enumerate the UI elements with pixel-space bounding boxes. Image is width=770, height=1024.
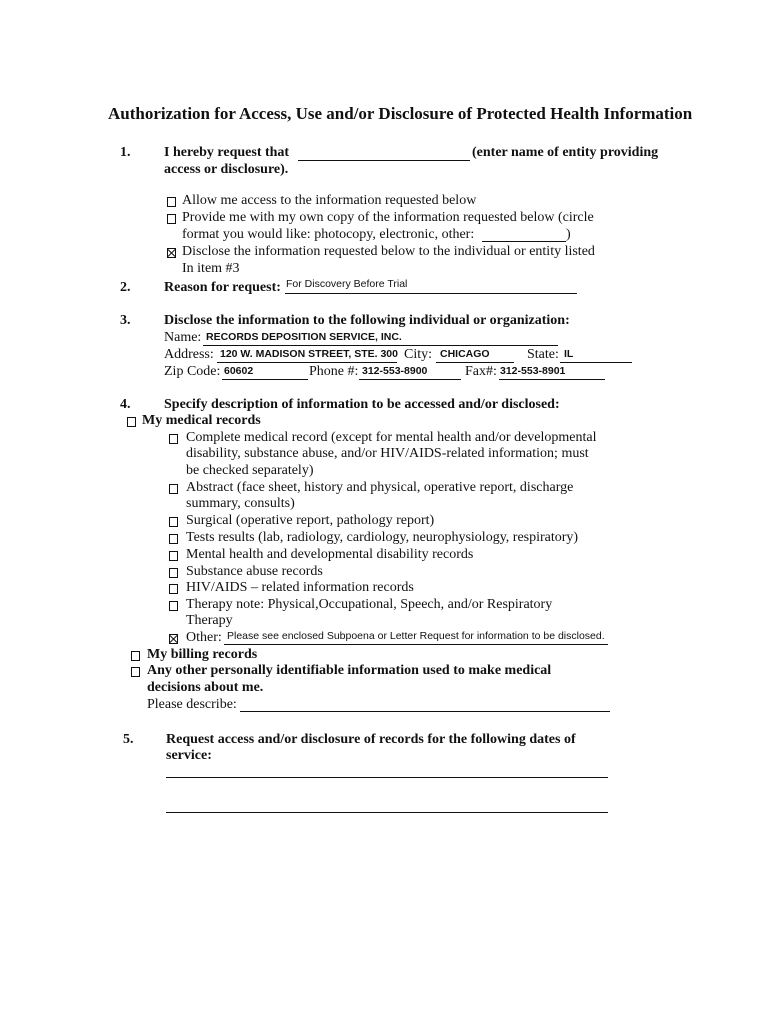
- complete-record-line1: Complete medical record (except for mental health and/or developmental: [186, 430, 597, 445]
- surgical-label: Surgical (operative report, pathology report): [186, 513, 435, 528]
- entity-name-field[interactable]: [298, 160, 470, 161]
- fax-field-line: [499, 379, 605, 380]
- pii-line1: Any other personally identifiable information used to make medical: [147, 663, 552, 678]
- name-value[interactable]: RECORDS DEPOSITION SERVICE, INC.: [206, 331, 402, 343]
- phone-field-line: [359, 379, 461, 380]
- therapy-note-line1: Therapy note: Physical,Occupational, Speech, and/or Respiratory: [186, 597, 553, 612]
- therapy-note-checkbox[interactable]: [169, 601, 178, 611]
- provide-copy-close: ): [566, 227, 571, 242]
- pii-line2: decisions about me.: [147, 680, 264, 695]
- other-checkbox[interactable]: [169, 634, 178, 644]
- fax-label: Fax#:: [465, 364, 497, 379]
- address-value[interactable]: 120 W. MADISON STREET, STE. 300: [220, 348, 398, 360]
- city-label: City:: [404, 347, 433, 362]
- substance-abuse-checkbox[interactable]: [169, 568, 178, 578]
- phone-value[interactable]: 312-553-8900: [362, 365, 428, 377]
- section-3-number: 3.: [120, 313, 131, 328]
- abstract-line2: summary, consults): [186, 496, 295, 511]
- city-field-line: [436, 362, 514, 363]
- describe-field[interactable]: [240, 711, 610, 712]
- substance-abuse-label: Substance abuse records: [186, 564, 323, 579]
- mental-health-label: Mental health and developmental disability records: [186, 547, 474, 562]
- disclose-item-ref: In item #3: [182, 261, 240, 276]
- complete-record-checkbox[interactable]: [169, 434, 178, 444]
- provide-copy-label: Provide me with my own copy of the information requested below (circle: [182, 210, 594, 225]
- other-field-line: [224, 644, 608, 645]
- state-field-line: [560, 362, 632, 363]
- section-1-tail: (enter name of entity providing: [472, 145, 659, 160]
- name-label: Name:: [164, 330, 202, 345]
- address-label: Address:: [164, 347, 214, 362]
- abstract-line1: Abstract (face sheet, history and physical, operative report, discharge: [186, 480, 574, 495]
- tests-checkbox[interactable]: [169, 534, 178, 544]
- section-5-line1: Request access and/or disclosure of records for the following dates of: [166, 732, 576, 747]
- section-5-number: 5.: [123, 732, 134, 747]
- other-value[interactable]: Please see enclosed Subpoena or Letter Request for information to be disclosed.: [227, 630, 605, 642]
- provide-copy-format: format you would like: photocopy, electronic, other:: [182, 227, 475, 242]
- section-5-line2: service:: [166, 748, 212, 763]
- section-1-lead: I hereby request that: [164, 145, 290, 160]
- hiv-aids-checkbox[interactable]: [169, 584, 178, 594]
- reason-field-line: [285, 293, 577, 294]
- dates-field-1[interactable]: [166, 777, 608, 778]
- complete-record-line3: be checked separately): [186, 463, 314, 478]
- zip-value[interactable]: 60602: [224, 365, 254, 377]
- billing-records-checkbox[interactable]: [131, 651, 140, 661]
- section-4-heading: Specify description of information to be accessed and/or disclosed:: [164, 397, 560, 412]
- section-2-number: 2.: [120, 280, 131, 295]
- state-label: State:: [527, 347, 559, 362]
- state-value[interactable]: IL: [564, 348, 574, 360]
- fax-value[interactable]: 312-553-8901: [500, 365, 566, 377]
- medical-records-label: My medical records: [142, 413, 261, 428]
- pii-checkbox[interactable]: [131, 667, 140, 677]
- section-1-line2: access or disclosure).: [164, 162, 289, 177]
- zip-label: Zip Code:: [164, 364, 221, 379]
- billing-records-label: My billing records: [147, 647, 258, 662]
- name-field-line: [203, 345, 558, 346]
- describe-label: Please describe:: [147, 697, 237, 712]
- disclose-checkbox[interactable]: [167, 248, 176, 258]
- zip-field-line: [222, 379, 308, 380]
- abstract-checkbox[interactable]: [169, 484, 178, 494]
- section-1-number: 1.: [120, 145, 131, 160]
- city-value[interactable]: CHICAGO: [440, 348, 490, 360]
- allow-access-label: Allow me access to the information requested below: [182, 193, 477, 208]
- therapy-note-line2: Therapy: [186, 613, 233, 628]
- surgical-checkbox[interactable]: [169, 517, 178, 527]
- reason-value[interactable]: For Discovery Before Trial: [286, 278, 408, 290]
- page-title: Authorization for Access, Use and/or Disclosure of Protected Health Information: [108, 104, 693, 123]
- reason-label: Reason for request:: [164, 280, 281, 295]
- section-4-number: 4.: [120, 397, 131, 412]
- hiv-aids-label: HIV/AIDS – related information records: [186, 580, 414, 595]
- disclose-label: Disclose the information requested below to the individual or entity listed: [182, 244, 595, 259]
- allow-access-checkbox[interactable]: [167, 197, 176, 207]
- phone-label: Phone #:: [309, 364, 359, 379]
- complete-record-line2: disability, substance abuse, and/or HIV/AIDS-related information; must: [186, 446, 589, 461]
- section-3-heading: Disclose the information to the following individual or organization:: [164, 313, 570, 328]
- other-format-field[interactable]: [482, 241, 566, 242]
- dates-field-2[interactable]: [166, 812, 608, 813]
- tests-label: Tests results (lab, radiology, cardiology, neurophysiology, respiratory): [186, 530, 579, 545]
- other-label: Other:: [186, 630, 222, 645]
- address-field-line: [217, 362, 397, 363]
- medical-records-checkbox[interactable]: [127, 417, 136, 427]
- mental-health-checkbox[interactable]: [169, 551, 178, 561]
- provide-copy-checkbox[interactable]: [167, 214, 176, 224]
